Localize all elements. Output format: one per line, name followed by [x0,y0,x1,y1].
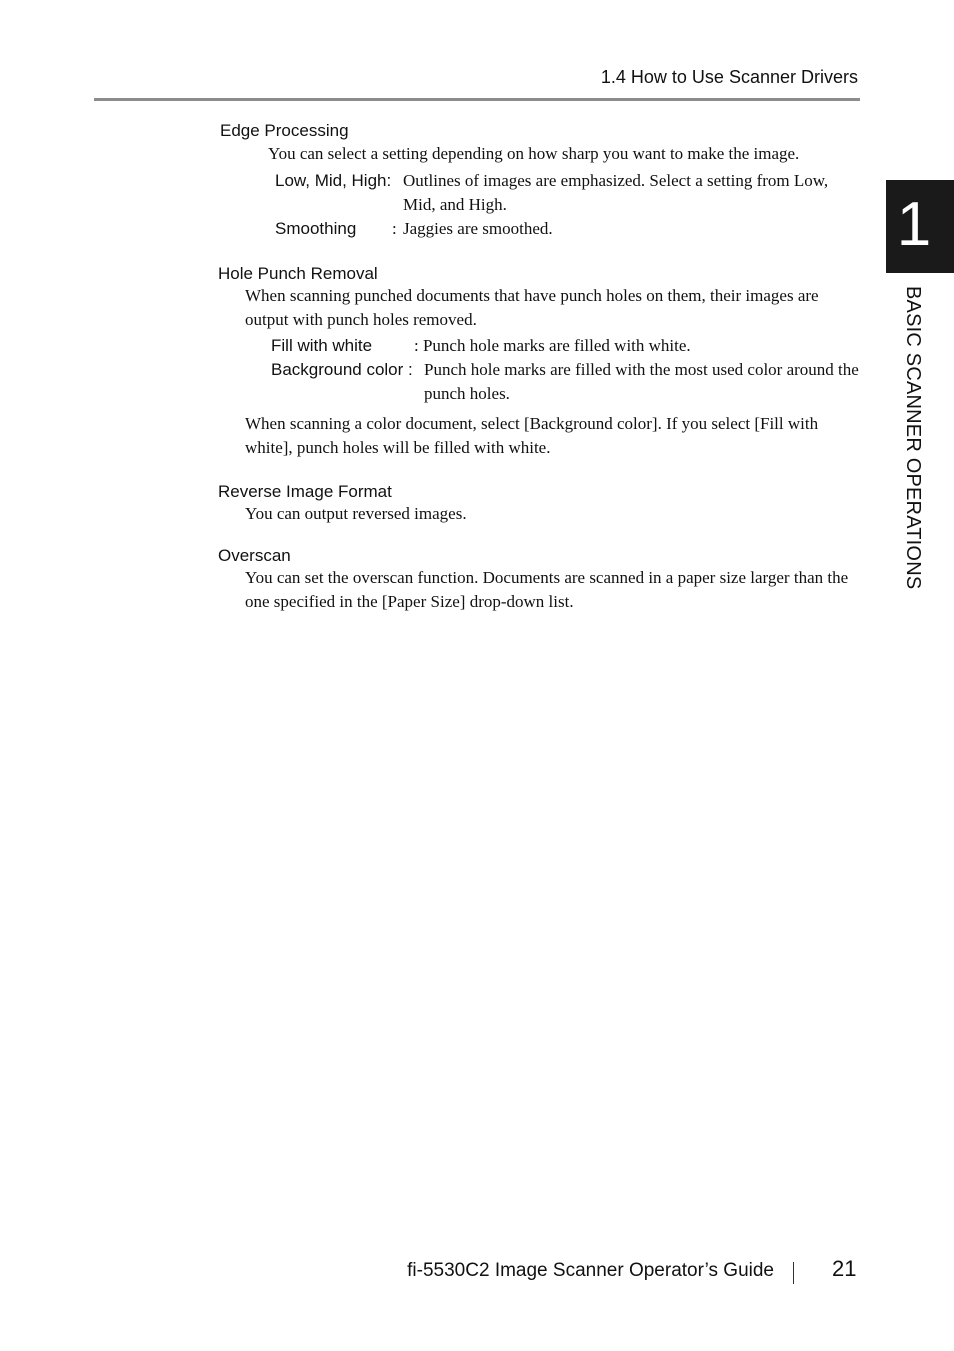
edge-sep-smoothing: : [392,219,397,238]
hole-intro: When scanning punched documents that have punch holes on them, their images are output with punch holes removed. [245,286,819,329]
heading-edge-processing: Edge Processing [220,121,349,140]
chapter-side-title: BASIC SCANNER OPERATIONS [902,286,924,590]
header-rule [94,98,860,101]
running-header: 1.4 How to Use Scanner Drivers [600,67,858,87]
edge-desc-smoothing: Jaggies are smoothed. [403,219,553,238]
edge-intro: You can select a setting depending on how sharp you want to make the image. [268,144,800,163]
hole-desc-fill-white: : Punch hole marks are filled with white. [414,336,691,355]
chapter-number: 1 [896,190,932,259]
edge-term-smoothing: Smoothing [275,219,357,238]
hole-note: When scanning a color document, select [Background color]. If you select [Fill with white], punch holes will be filled with white. [245,414,819,457]
edge-term-low-mid-high: Low, Mid, High: [275,171,392,190]
footer-separator [793,1262,794,1284]
hole-term-fill-white: Fill with white [271,336,373,355]
heading-overscan: Overscan [218,546,291,565]
edge-desc-low-mid-high: Outlines of images are emphasized. Select a setting from Low, Mid, and High. [403,171,829,214]
hole-desc-background-color: Punch hole marks are filled with the most used color around the punch holes. [424,360,859,403]
chapter-tab [886,180,954,273]
heading-hole-punch-removal: Hole Punch Removal [218,264,378,283]
reverse-text: You can output reversed images. [245,504,467,523]
page-number: 21 [832,1256,857,1281]
footer-guide-title: fi-5530C2 Image Scanner Operator’s Guide [407,1260,774,1281]
overscan-text: You can set the overscan function. Documents are scanned in a paper size larger than the one specified in the [Paper Size] drop-down list. [245,568,849,611]
hole-term-background-color: Background color : [271,360,413,379]
heading-reverse-image-format: Reverse Image Format [218,482,392,501]
